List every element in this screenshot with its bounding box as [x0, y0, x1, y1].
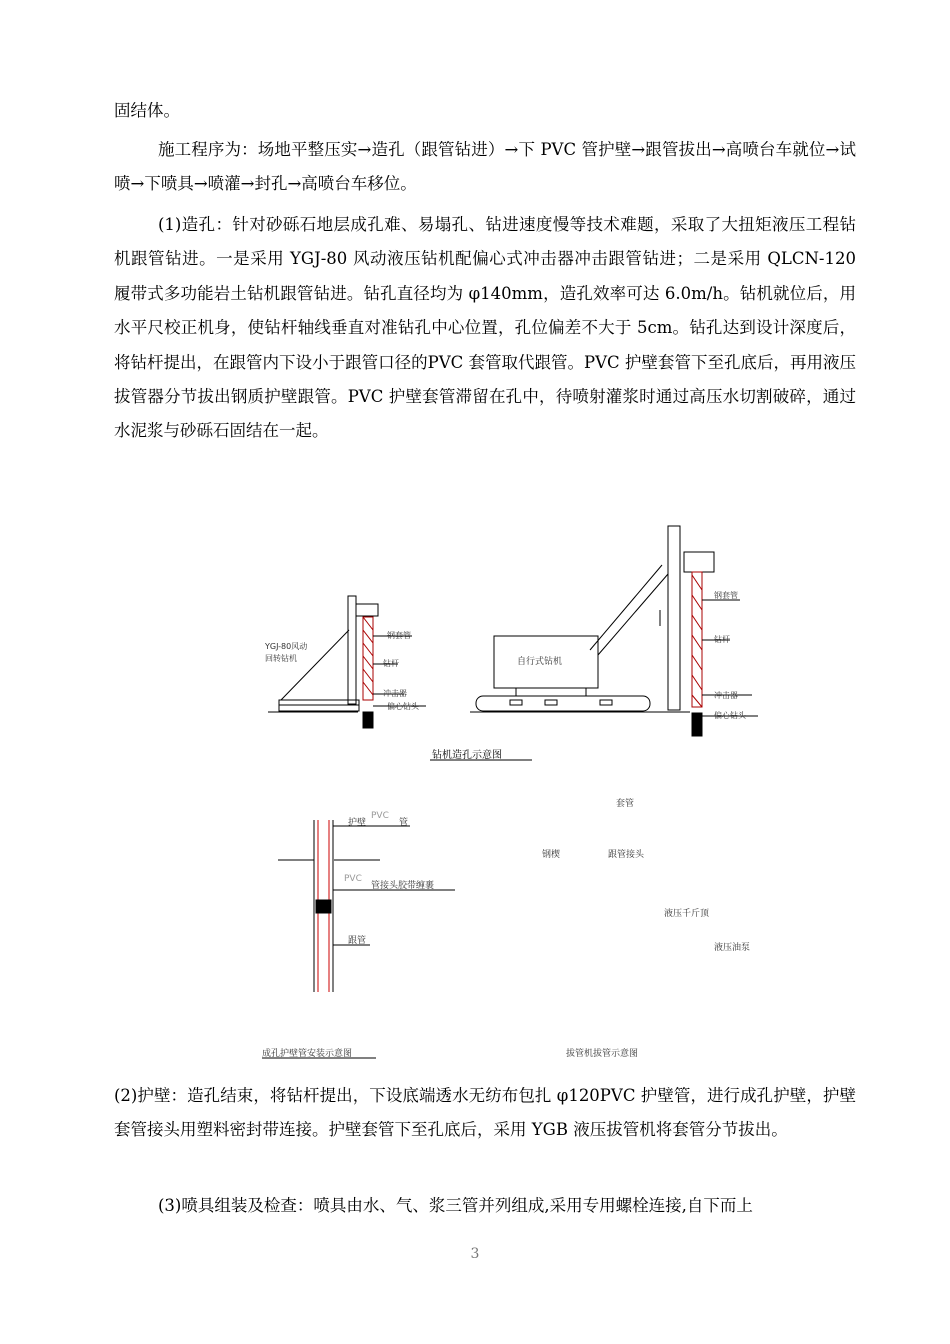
right-casing-label: 钢套管: [714, 591, 738, 600]
label-hydraulic-pump: 液压油泵: [714, 943, 751, 953]
label-wall: 护壁: [348, 818, 367, 828]
right-rod-label: 钻杆: [714, 635, 730, 644]
paragraph-nozzle: (3)喷具组装及检查：喷具由水、气、浆三管并列组成,采用专用螺栓连接,自下而上: [158, 1196, 753, 1215]
right-bit-label: 偏心钻头: [714, 711, 746, 720]
label-follow-pipe: 跟管: [348, 936, 367, 946]
label-pvc-1: PVC: [371, 811, 389, 821]
casing-figure-caption: 成孔护壁管安装示意图: [262, 1049, 353, 1059]
drilling-figure-caption: 钻机造孔示意图: [432, 750, 502, 761]
right-rig-label: 自行式钻机: [517, 657, 563, 667]
label-steel-wedge: 钢楔: [542, 850, 561, 860]
label-pipe: 管: [399, 818, 409, 828]
right-rig-diagram: [430, 526, 758, 760]
label-pvc-2: PVC: [344, 874, 362, 884]
right-hammer-label: 冲击器: [714, 691, 738, 700]
label-hydraulic-jack: 液压千斤顶: [664, 909, 710, 919]
paragraph-casing: (2)护壁：造孔结束，将钻杆提出，下设底端透水无纺布包扎 φ120PVC 护壁管，进行成孔护壁，护壁套管接头用塑料密封带连接。护壁套管下至孔底后，采用 YGB 液压拔管机将套管分节拔出。: [114, 1086, 856, 1140]
paragraph-procedure: 施工程序为：场地平整压实→造孔（跟管钻进）→下 PVC 管护壁→跟管拔出→高喷台车就位→试喷→下喷具→喷灌→封孔→高喷台车移位。: [114, 140, 856, 194]
pipe-puller-diagram: [542, 797, 750, 1059]
paragraph-drilling: (1)造孔：针对砂砾石地层成孔难、易塌孔、钻进速度慢等技术难题，采取了大扭矩液压工程钻机跟管钻进。一是采用 YGJ-80 风动液压钻机配偏心式冲击器冲击跟管钻进；二是采用 QLCN-120 履带式多功能岩土钻机跟管钻进。钻孔直径均为 φ140mm，造孔效率可达 6.0m/h。钻机就位后，用水平尺校正机身，使钻杆轴线垂直对准钻孔中心位置，孔位偏差不大于 5cm。钻孔达到设计深度后，将钻杆提出，在跟管内下设小于跟管口径的PVC 套管取代跟管。PVC 护壁套管下至孔底后，再用液压拔管器分节拔出钢质护壁跟管。PVC 护壁套管滞留在孔中，待喷射灌浆时通过高压水切割破碎，通过水泥浆与砂砾石固结在一起。: [114, 215, 856, 441]
left-rod-label: 钻杆: [383, 659, 399, 668]
label-pipe-joint: 跟管接头: [608, 850, 645, 860]
left-hammer-label: 冲击器: [383, 689, 407, 698]
paragraph-0: 固结体。: [114, 101, 180, 120]
label-casing: 套管: [616, 799, 635, 809]
puller-figure-caption: 拔管机拔管示意图: [566, 1049, 639, 1059]
page-number: 3: [470, 1246, 480, 1262]
left-casing-label: 钢套管: [387, 631, 411, 640]
left-bit-label: 偏心钻头: [387, 702, 419, 711]
label-joint-tape: 管接头胶带缠裹: [371, 881, 435, 891]
left-rig-label: YGJ-80风动: [265, 642, 308, 651]
left-rig-label-2: 回转钻机: [265, 654, 297, 663]
